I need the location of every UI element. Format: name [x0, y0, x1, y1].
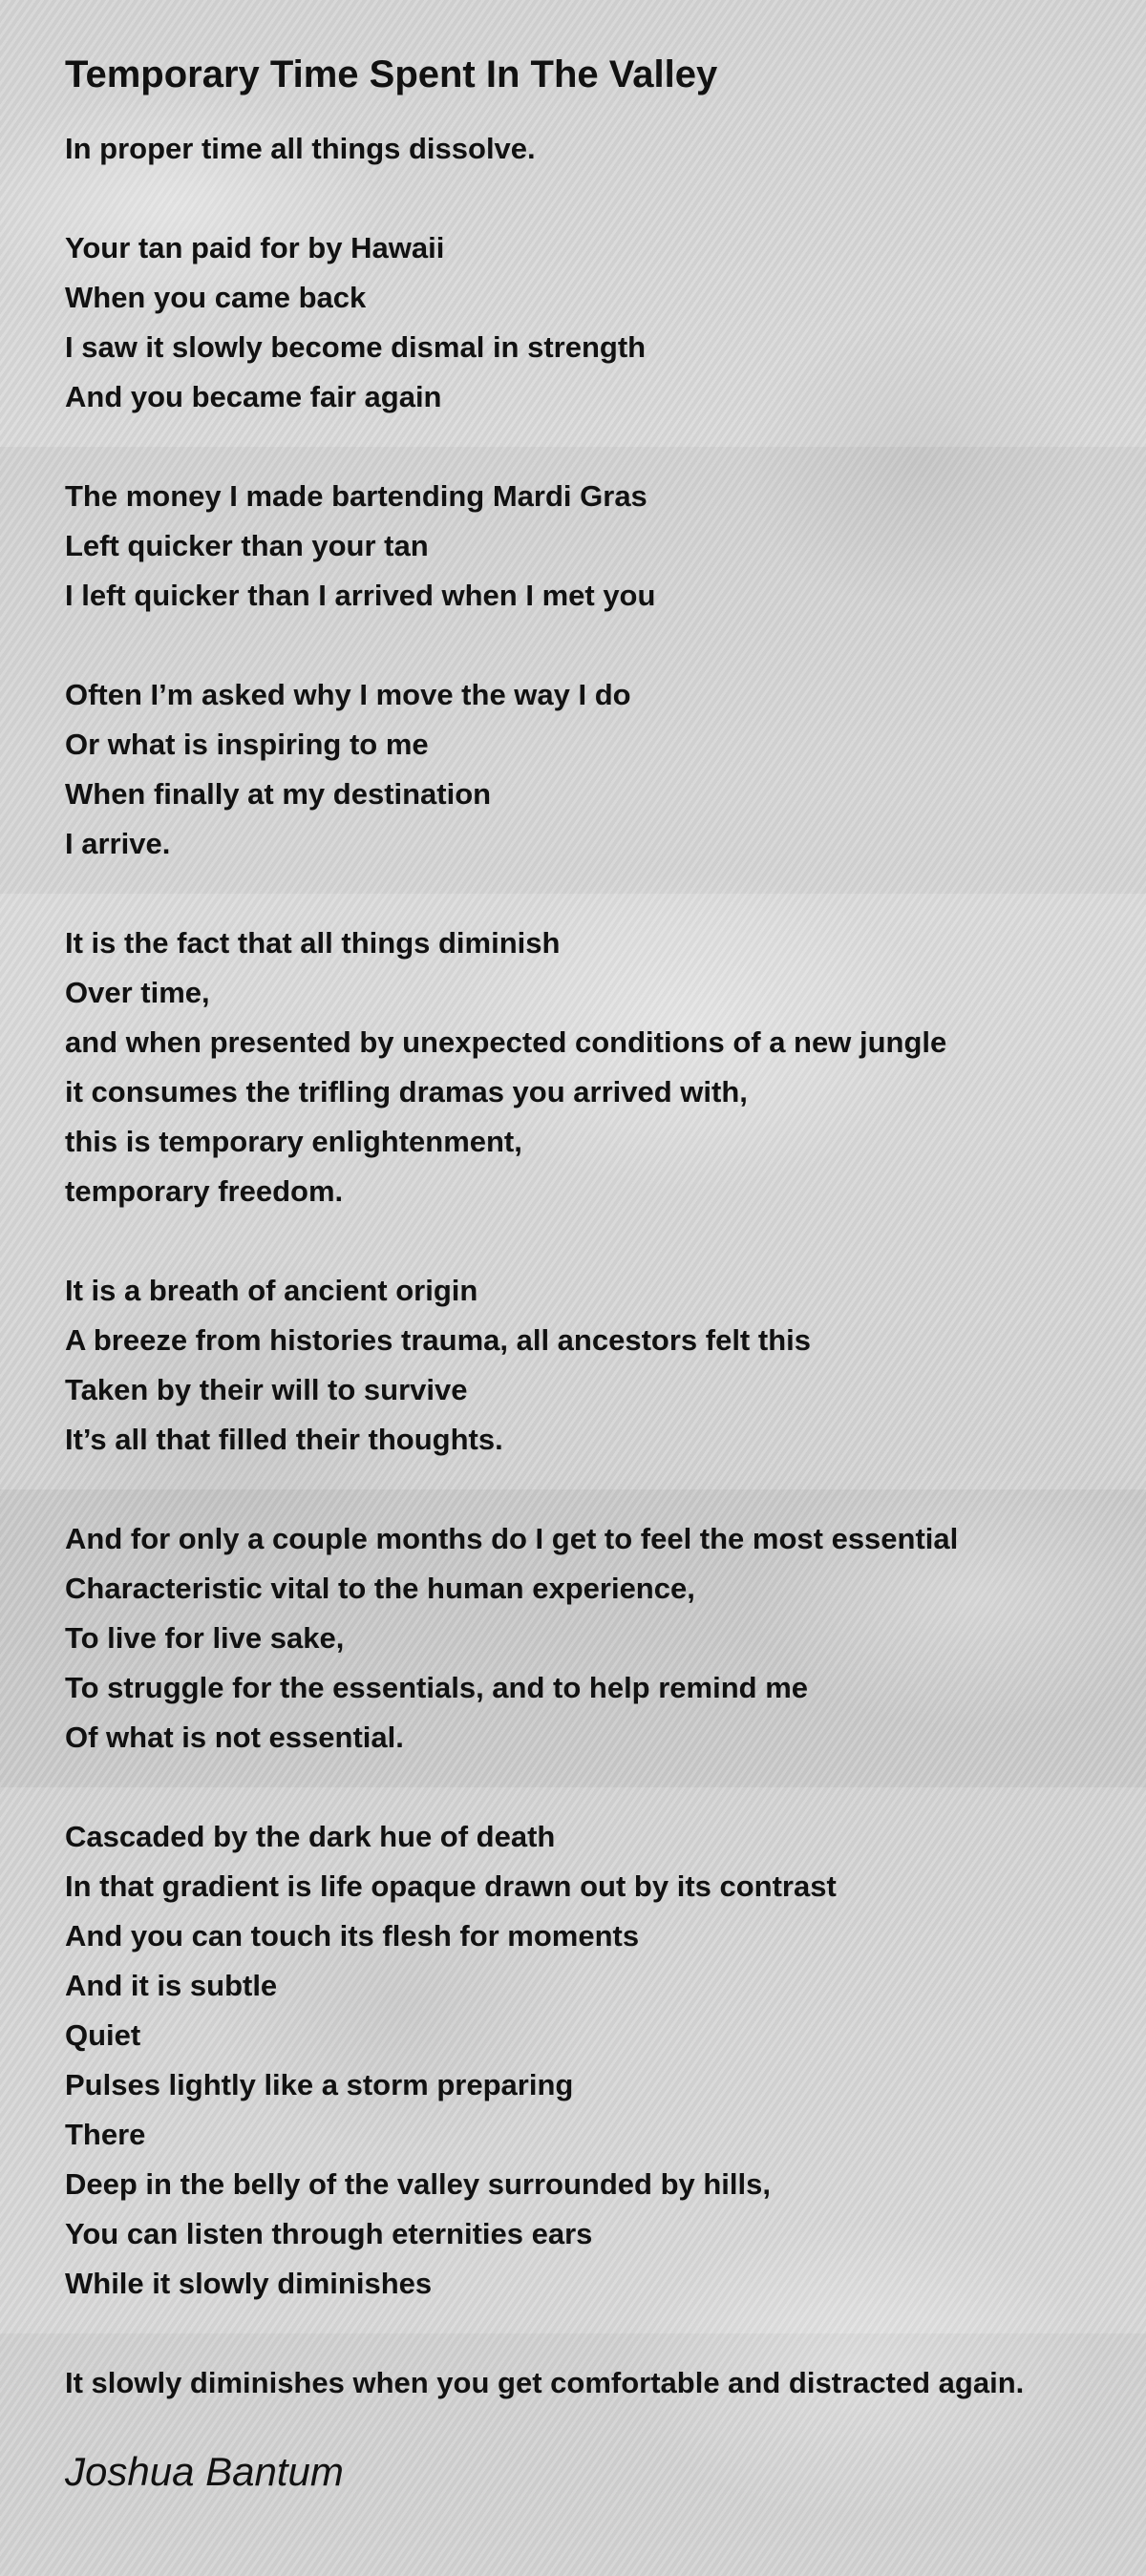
poem-line: I saw it slowly become dismal in strength	[65, 330, 647, 364]
poem-line: Deep in the belly of the valley surrounded by hills,	[65, 2167, 771, 2201]
poem-line: it consumes the trifling dramas you arrived with,	[65, 1075, 748, 1109]
poem-line: When you came back	[65, 281, 367, 314]
poem-line: It slowly diminishes when you get comfortable and distracted again.	[65, 2366, 1025, 2399]
poem-line: Your tan paid for by Hawaii	[65, 231, 445, 264]
poem-line: Left quicker than your tan	[65, 529, 429, 562]
poem-line: And for only a couple months do I get to feel the most essential	[65, 1522, 959, 1555]
poem-line: There	[65, 2118, 146, 2151]
poem-line: And you became fair again	[65, 380, 442, 413]
stanza	[65, 2358, 1115, 2408]
stanza	[65, 124, 1115, 174]
stanza	[65, 1812, 1115, 2309]
stanza	[65, 918, 1115, 1216]
poem-line: To live for live sake,	[65, 1621, 345, 1655]
poem-line: Pulses lightly like a storm preparing	[65, 2068, 574, 2101]
stanza	[65, 1514, 1115, 1763]
poem-line: While it slowly diminishes	[65, 2267, 433, 2300]
poem-line: Of what is not essential.	[65, 1721, 404, 1754]
stanza	[65, 472, 1115, 621]
poem-author: Joshua Bantum	[65, 2449, 344, 2494]
poem-line: A breeze from histories trauma, all ancestors felt this	[65, 1323, 811, 1357]
poem-line: Taken by their will to survive	[65, 1373, 468, 1406]
stanza	[65, 670, 1115, 869]
poem-line: Quiet	[65, 2018, 141, 2052]
poem-line: I arrive.	[65, 827, 171, 860]
stanza	[65, 1266, 1115, 1465]
poem-line: I left quicker than I arrived when I met you	[65, 579, 656, 612]
poem-line: temporary freedom.	[65, 1174, 344, 1208]
poem-line: Over time,	[65, 976, 210, 1009]
poem-content	[65, 48, 1115, 2500]
poem-line: And you can touch its flesh for moments	[65, 1919, 640, 1953]
poem-line: To struggle for the essentials, and to help remind me	[65, 1671, 808, 1704]
poem-line: Often I’m asked why I move the way I do	[65, 678, 631, 711]
poem-line: In proper time all things dissolve.	[65, 132, 536, 165]
poem-line: When finally at my destination	[65, 777, 492, 811]
poem-title: Temporary Time Spent In The Valley	[65, 53, 718, 95]
poem-line: It is the fact that all things diminish	[65, 926, 561, 960]
poem-line: Or what is inspiring to me	[65, 728, 429, 761]
poem-line: Characteristic vital to the human experience,	[65, 1572, 695, 1605]
poem-line: The money I made bartending Mardi Gras	[65, 479, 647, 513]
stanza	[65, 223, 1115, 422]
poem-line: It is a breath of ancient origin	[65, 1274, 478, 1307]
poem-line: It’s all that filled their thoughts.	[65, 1423, 503, 1456]
poem-body	[65, 124, 1115, 2408]
poem-line: Cascaded by the dark hue of death	[65, 1820, 556, 1853]
poem-line: In that gradient is life opaque drawn out by its contrast	[65, 1869, 837, 1903]
poem-line: this is temporary enlightenment,	[65, 1125, 522, 1158]
poem-line: And it is subtle	[65, 1969, 278, 2002]
poem-line: and when presented by unexpected conditions of a new jungle	[65, 1025, 947, 1059]
poem-line: You can listen through eternities ears	[65, 2217, 593, 2250]
